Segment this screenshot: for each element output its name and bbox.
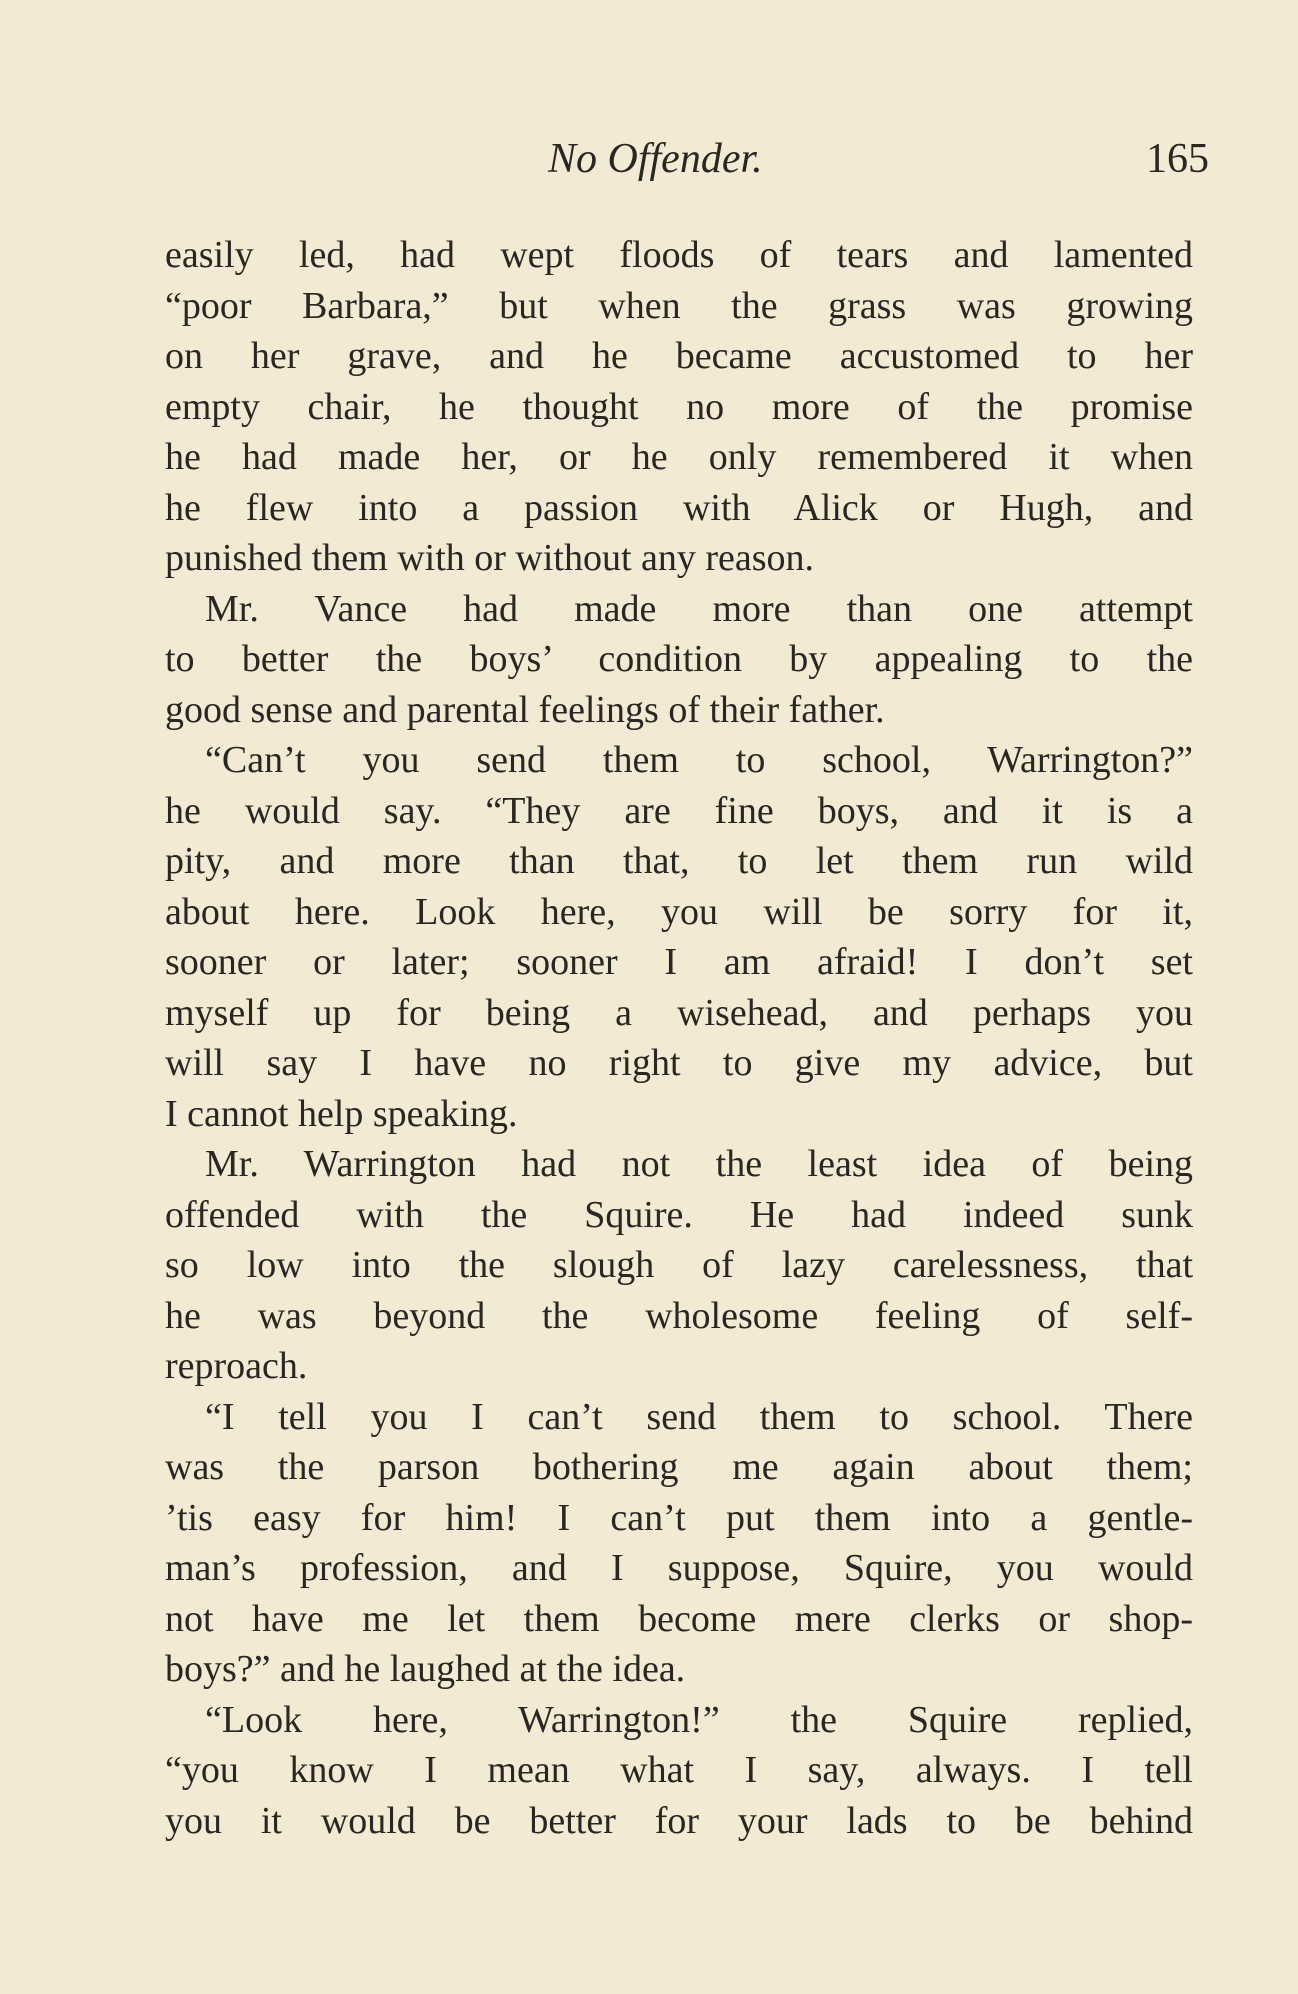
text-line: punished them with or without any reason. [165, 537, 815, 579]
text-line: myself up for being a wisehead, and perhaps you [165, 991, 1193, 1034]
text-line: not have me let them become mere clerks or shop- [165, 1597, 1193, 1640]
text-line: easily led, had wept floods of tears and lamented [165, 234, 1193, 276]
text-line: he flew into a passion with Alick or Hugh, and [165, 486, 1193, 529]
text-line: “you know I mean what I say, always. I tell [165, 1749, 1193, 1791]
text-line: Mr. Warrington had not the least idea of being [205, 1143, 1193, 1185]
text-line: pity, and more than that, to let them run wild [165, 840, 1193, 882]
text-line: he would say. “They are fine boys, and it is a [165, 789, 1193, 832]
text-line: he was beyond the wholesome feeling of self- [165, 1294, 1193, 1337]
text-line: was the parson bothering me again about them; [165, 1446, 1193, 1488]
body-text [165, 230, 1193, 1846]
page-number: 165 [1146, 136, 1209, 182]
text-line: sooner or later; sooner I am afraid! I don’t set [165, 941, 1193, 983]
text-line: “I tell you I can’t send them to school. There [205, 1395, 1193, 1438]
text-line: on her grave, and he became accustomed to her [165, 335, 1193, 377]
text-line: to better the boys’ condition by appealing to the [165, 638, 1193, 680]
text-line: “Look here, Warrington!” the Squire replied, [205, 1698, 1193, 1741]
text-line: he had made her, or he only remembered it when [165, 436, 1193, 478]
text-line: reproach. [165, 1345, 308, 1387]
text-line: boys?” and he laughed at the idea. [165, 1648, 686, 1690]
text-line: Mr. Vance had made more than one attempt [205, 587, 1193, 630]
text-line: will say I have no right to give my advice, but [165, 1042, 1193, 1084]
text-line: ’tis easy for him! I can’t put them into a gentle- [165, 1496, 1193, 1539]
running-title: No Offender. [548, 136, 763, 182]
text-line: “poor Barbara,” but when the grass was growing [165, 284, 1193, 327]
text-line: empty chair, he thought no more of the promise [165, 385, 1193, 428]
text-line: man’s profession, and I suppose, Squire, you would [165, 1547, 1193, 1589]
text-line: so low into the slough of lazy carelessness, that [165, 1244, 1193, 1286]
text-line: good sense and parental feelings of their father. [165, 688, 885, 731]
text-line: about here. Look here, you will be sorry for it, [165, 890, 1193, 933]
text-line: offended with the Squire. He had indeed sunk [165, 1193, 1193, 1236]
text-line: I cannot help speaking. [165, 1092, 518, 1135]
text-line: “Can’t you send them to school, Warrington?” [205, 739, 1193, 781]
text-line: you it would be better for your lads to be behind [165, 1799, 1193, 1842]
